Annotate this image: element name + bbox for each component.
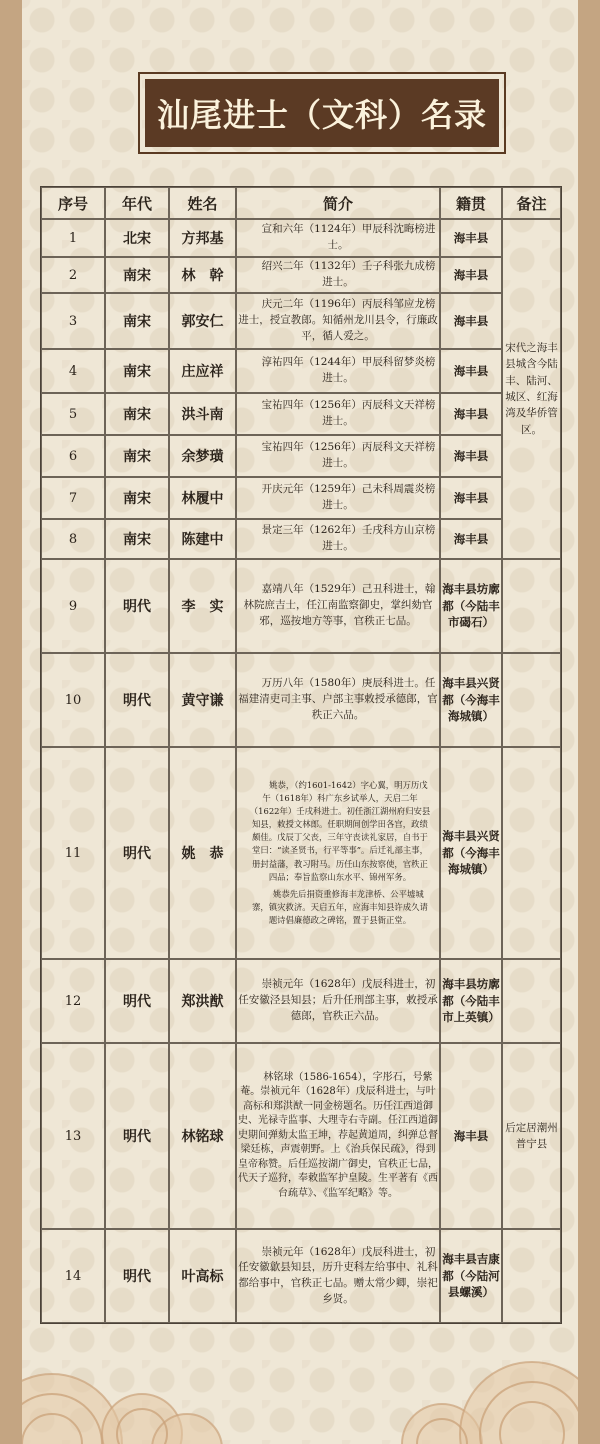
row-intro-paragraph: 姚恭先后捐资重修海丰龙津桥、公平墟城寨，镇灾救济。天启五年，应海丰知县许成久请题诗倡廉德政之碑铭，置于县衙正堂。 <box>252 888 428 925</box>
row-index: 9 <box>41 559 105 653</box>
row-index: 5 <box>41 393 105 435</box>
row-index: 10 <box>41 653 105 747</box>
row-index: 13 <box>41 1043 105 1229</box>
header-row <box>41 187 561 219</box>
row-intro: 崇祯元年（1628年）戊辰科进士，初任安徽泾县知县；后升任刑部主事，敕授承德郎，官秩正六品。 <box>236 959 440 1043</box>
row-era: 南宋 <box>105 393 169 435</box>
table-row <box>41 293 561 349</box>
row-intro-paragraph: 姚恭，（约1601-1642）字心翼，明万历戊午（1618年）科广东乡试举人，天启二年（1622年）壬戌科进士。初任浙江湖州府归安县知县，敕授文林郎。任职期间创学田各宫，政绩颇佳。戊辰丁父丧，三年守丧读礼家居，自书于堂曰：“读圣贤书，行平等事”。后迁礼部主事，册封益藩，教习附马。历任山东按察使，官秩正四品；奉旨监察山东水平、锦州军务。 <box>249 780 431 882</box>
row-origin: 海丰县吉康都（今陆河县螺溪） <box>440 1229 502 1323</box>
row-index: 12 <box>41 959 105 1043</box>
table-row <box>41 393 561 435</box>
remark-putning: 后定居潮州普宁县 <box>502 1043 561 1229</box>
row-name: 李 实 <box>169 559 236 653</box>
row-intro: 崇祯元年（1628年）戊辰科进士，初任安徽歙县知县，历升吏科左给事中、礼科都给事中，官秩正七品。赠太常少卿，崇祀乡贤。 <box>236 1229 440 1323</box>
row-name: 陈建中 <box>169 519 236 559</box>
header-index: 序号 <box>41 187 105 219</box>
table-row <box>41 959 561 1043</box>
row-name: 洪斗南 <box>169 393 236 435</box>
row-name: 姚 恭 <box>169 747 236 959</box>
row-era: 北宋 <box>105 219 169 257</box>
row-era: 明代 <box>105 959 169 1043</box>
remark-empty <box>502 1229 561 1323</box>
row-intro: 淳祐四年（1244年）甲辰科留梦炎榜进士。 <box>236 349 440 393</box>
table-row <box>41 219 561 257</box>
row-name: 余梦璜 <box>169 435 236 477</box>
row-origin: 海丰县 <box>440 477 502 519</box>
header-remark: 备注 <box>502 187 561 219</box>
table-row <box>41 519 561 559</box>
row-origin: 海丰县 <box>440 257 502 293</box>
row-intro: 宝祐四年（1256年）丙辰科文天祥榜进士。 <box>236 435 440 477</box>
header-intro: 简介 <box>236 187 440 219</box>
header-name: 姓名 <box>169 187 236 219</box>
row-name: 黄守谦 <box>169 653 236 747</box>
row-index: 3 <box>41 293 105 349</box>
row-era: 南宋 <box>105 477 169 519</box>
table-row <box>41 1229 561 1323</box>
row-era: 南宋 <box>105 349 169 393</box>
row-era: 明代 <box>105 1043 169 1229</box>
row-era: 南宋 <box>105 519 169 559</box>
remark-empty <box>502 959 561 1043</box>
row-name: 郭安仁 <box>169 293 236 349</box>
row-intro: 林铭球（1586-1654），字彤石，号紫菴。崇祯元年（1628年）戊辰科进士，与叶高标和郑洪猷一同金榜题名。历任江西道御史、光禄寺监事、大理寺右寺副。任江西道御史期间弹劾太监王坤，荐起黄道周，纠弹总督梁廷栋，声震朝野。上《治兵保民疏》，得到皇帝称赞。后任巡按湖广御史，官秩正七品，代天子巡狩，奉敕监军护皇陵。生平著有《西台疏草》、《监军纪略》等。 <box>236 1043 440 1229</box>
row-index: 6 <box>41 435 105 477</box>
row-origin: 海丰县兴贤都（今海丰海城镇） <box>440 747 502 959</box>
row-intro: 景定三年（1262年）壬戌科方山京榜进士。 <box>236 519 440 559</box>
header-era: 年代 <box>105 187 169 219</box>
row-origin: 海丰县坊廓都（今陆丰市上英镇） <box>440 959 502 1043</box>
row-origin: 海丰县 <box>440 293 502 349</box>
row-intro: 宣和六年（1124年）甲辰科沈晦榜进士。 <box>236 219 440 257</box>
row-index: 1 <box>41 219 105 257</box>
remark-song-dynasty: 宋代之海丰县城含今陆丰、陆河、城区、红海湾及华侨管区。 <box>502 219 561 559</box>
row-index: 8 <box>41 519 105 559</box>
row-name: 叶高标 <box>169 1229 236 1323</box>
row-intro: 万历八年（1580年）庚辰科进士。任福建清吏司主事、户部主事敕授承德郎，官秩正六品。 <box>236 653 440 747</box>
row-era: 明代 <box>105 747 169 959</box>
row-origin: 海丰县 <box>440 393 502 435</box>
table-row <box>41 477 561 519</box>
row-intro: 嘉靖八年（1529年）己丑科进士，翰林院庶吉士，任江南监察御史，掌纠劾官邪，巡按地方等事，官秩正七品。 <box>236 559 440 653</box>
row-era: 南宋 <box>105 435 169 477</box>
row-era: 南宋 <box>105 257 169 293</box>
header-origin: 籍贯 <box>440 187 502 219</box>
row-intro: 宝祐四年（1256年）丙辰科文天祥榜进士。 <box>236 393 440 435</box>
row-name: 林铭球 <box>169 1043 236 1229</box>
row-origin: 海丰县 <box>440 1043 502 1229</box>
table-row <box>41 747 561 959</box>
row-name: 林 幹 <box>169 257 236 293</box>
table-row <box>41 349 561 393</box>
page-title: 汕尾进士（文科）名录 <box>145 79 499 147</box>
row-origin: 海丰县 <box>440 435 502 477</box>
remark-empty <box>502 559 561 653</box>
row-intro <box>236 747 440 959</box>
row-origin: 海丰县 <box>440 349 502 393</box>
row-era: 明代 <box>105 1229 169 1323</box>
jinshi-roster-table <box>40 186 562 1324</box>
row-name: 林履中 <box>169 477 236 519</box>
table-row <box>41 559 561 653</box>
row-origin: 海丰县坊廓都（今陆丰市碣石） <box>440 559 502 653</box>
table-row <box>41 1043 561 1229</box>
row-index: 11 <box>41 747 105 959</box>
row-origin: 海丰县兴贤都（今海丰海城镇） <box>440 653 502 747</box>
table-row <box>41 257 561 293</box>
row-index: 4 <box>41 349 105 393</box>
row-intro: 庆元二年（1196年）丙辰科邹应龙榜进士，授宣教郎。知循州龙川县令，行廉政平，循人爱之。 <box>236 293 440 349</box>
row-index: 2 <box>41 257 105 293</box>
table-row <box>41 653 561 747</box>
row-name: 郑洪猷 <box>169 959 236 1043</box>
row-index: 14 <box>41 1229 105 1323</box>
remark-empty <box>502 747 561 959</box>
remark-empty <box>502 653 561 747</box>
row-name: 方邦基 <box>169 219 236 257</box>
row-origin: 海丰县 <box>440 219 502 257</box>
title-frame <box>138 72 506 154</box>
row-intro: 开庆元年（1259年）己未科周震炎榜进士。 <box>236 477 440 519</box>
row-era: 明代 <box>105 653 169 747</box>
row-intro: 绍兴二年（1132年）壬子科张九成榜进士。 <box>236 257 440 293</box>
row-index: 7 <box>41 477 105 519</box>
row-origin: 海丰县 <box>440 519 502 559</box>
row-era: 南宋 <box>105 293 169 349</box>
row-name: 庄应祥 <box>169 349 236 393</box>
row-era: 明代 <box>105 559 169 653</box>
table-row <box>41 435 561 477</box>
